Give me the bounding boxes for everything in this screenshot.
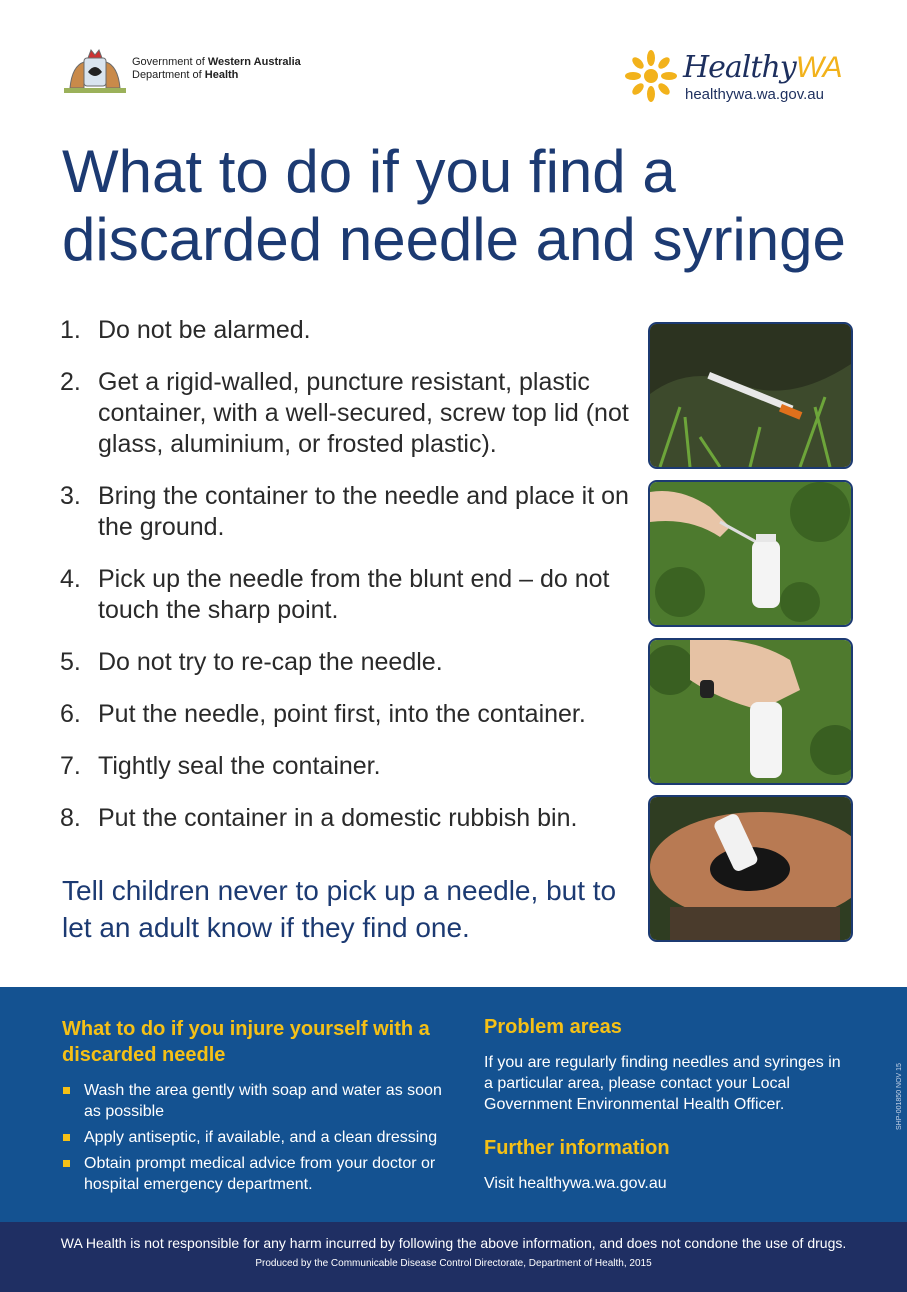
step-item bbox=[60, 699, 630, 730]
step-number: 5. bbox=[60, 648, 81, 676]
produced-by: Produced by the Communicable Disease Control Directorate, Department of Health, 2015 bbox=[255, 1258, 652, 1269]
step-text: Tightly seal the container. bbox=[98, 752, 381, 780]
step-item bbox=[60, 803, 630, 834]
step-number: 2. bbox=[60, 368, 81, 396]
steps-list bbox=[60, 315, 630, 855]
list-item: Apply antiseptic, if available, and a clean dressing bbox=[62, 1127, 462, 1148]
bullet-square-icon bbox=[63, 1134, 70, 1141]
step-item bbox=[60, 481, 630, 543]
step-text: Bring the container to the needle and place it on the ground. bbox=[98, 482, 629, 541]
step-number: 4. bbox=[60, 565, 81, 593]
list-item: Wash the area gently with soap and water as soon as possible bbox=[62, 1080, 462, 1122]
footer-band bbox=[0, 1222, 907, 1292]
problem-heading: Problem areas bbox=[484, 1016, 622, 1038]
injury-section bbox=[62, 1016, 462, 1200]
further-text: Visit healthywa.wa.gov.au bbox=[484, 1175, 667, 1192]
step-number: 8. bbox=[60, 804, 81, 832]
problem-text: If you are regularly finding needles and syringes in a particular area, please contact your Local Government Environmental Health Officer. bbox=[484, 1054, 841, 1113]
bullet-square-icon bbox=[63, 1160, 70, 1167]
step-item bbox=[60, 315, 630, 346]
problem-further-section bbox=[484, 1014, 844, 1194]
photo-container-beside-needle bbox=[648, 480, 853, 627]
bullet-square-icon bbox=[63, 1087, 70, 1094]
brand-url: healthywa.wa.gov.au bbox=[685, 86, 824, 103]
brand-wordmark: HealthyWA bbox=[683, 50, 842, 85]
further-heading: Further information bbox=[484, 1137, 670, 1159]
step-text: Put the needle, point first, into the container. bbox=[98, 700, 586, 728]
step-text: Pick up the needle from the blunt end – do not touch the sharp point. bbox=[98, 565, 610, 624]
list-item: Obtain prompt medical advice from your doctor or hospital emergency department. bbox=[62, 1153, 462, 1195]
healthywa-logo bbox=[625, 50, 865, 110]
injury-bullet-list bbox=[62, 1080, 462, 1195]
document-code: SHP-001850 NOV 15 bbox=[896, 1063, 903, 1130]
photo-needle-on-ground bbox=[648, 322, 853, 469]
step-number: 1. bbox=[60, 316, 81, 344]
children-note: Tell children never to pick up a needle, but to let an adult know if they find one. bbox=[62, 875, 617, 943]
step-text: Get a rigid-walled, puncture resistant, plastic container, with a well-secured, screw top lid (not glass, aluminium, or frosted plastic). bbox=[98, 368, 629, 458]
wa-crest-icon bbox=[60, 44, 130, 100]
disclaimer: WA Health is not responsible for any harm incurred by following the above information, and does not condone the use of drugs. bbox=[60, 1235, 847, 1251]
page-title: What to do if you find a discarded needle and syringe bbox=[62, 138, 846, 273]
step-text: Put the container in a domestic rubbish bin. bbox=[98, 804, 578, 832]
step-number: 6. bbox=[60, 700, 81, 728]
government-logo bbox=[60, 44, 360, 104]
step-item bbox=[60, 367, 630, 460]
step-text: Do not try to re-cap the needle. bbox=[98, 648, 443, 676]
step-number: 3. bbox=[60, 482, 81, 510]
sun-icon bbox=[625, 50, 683, 102]
government-name: Government of Western Australia Department of Health bbox=[132, 56, 301, 81]
step-text: Do not be alarmed. bbox=[98, 316, 311, 344]
photo-sealing-container bbox=[648, 638, 853, 785]
step-item bbox=[60, 564, 630, 626]
step-item bbox=[60, 647, 630, 678]
photo-rubbish-bin bbox=[648, 795, 853, 942]
step-item bbox=[60, 751, 630, 782]
injury-heading: What to do if you injure yourself with a discarded needle bbox=[62, 1018, 430, 1066]
step-number: 7. bbox=[60, 752, 81, 780]
